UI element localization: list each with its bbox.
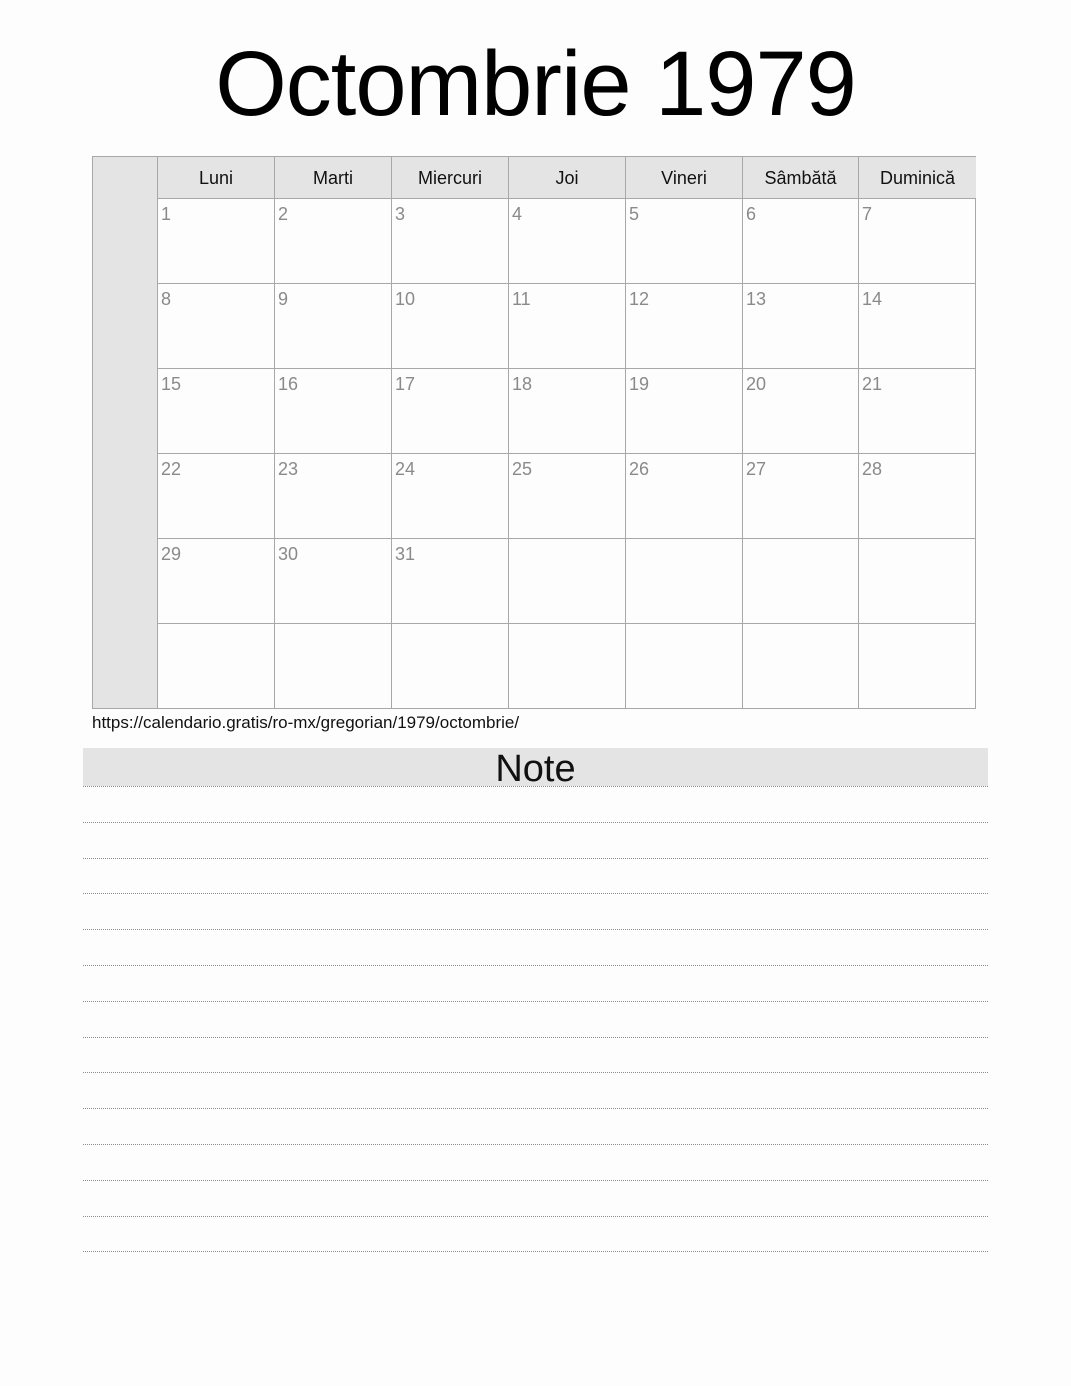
weekday-header-sunday: Duminică — [859, 157, 976, 199]
day-number: 4 — [512, 204, 523, 224]
day-cell — [743, 284, 859, 369]
note-line — [83, 893, 988, 894]
day-number: 30 — [278, 544, 299, 564]
day-number: 7 — [862, 204, 873, 224]
note-line — [83, 1001, 988, 1002]
note-line — [83, 965, 988, 966]
day-number: 28 — [862, 459, 883, 479]
day-number: 19 — [629, 374, 650, 394]
day-cell — [158, 454, 275, 539]
day-number: 26 — [629, 459, 650, 479]
day-cell — [275, 284, 392, 369]
page-title: Octombrie 1979 — [215, 33, 856, 135]
day-cell — [859, 539, 976, 624]
day-number: 29 — [161, 544, 182, 564]
day-number: 3 — [395, 204, 406, 224]
day-cell — [743, 199, 859, 284]
weekday-header-wednesday: Miercuri — [392, 157, 509, 199]
day-cell — [392, 539, 509, 624]
notes-header: Note — [83, 748, 988, 786]
month-calendar — [92, 156, 976, 709]
day-cell — [509, 539, 626, 624]
week-side-column — [93, 157, 158, 708]
weekday-header-saturday: Sâmbătă — [743, 157, 859, 199]
day-cell — [509, 369, 626, 454]
day-cell — [743, 539, 859, 624]
note-line — [83, 786, 988, 787]
day-cell — [626, 624, 743, 709]
day-cell — [275, 369, 392, 454]
day-number: 21 — [862, 374, 883, 394]
day-cell — [392, 199, 509, 284]
note-line — [83, 1108, 988, 1109]
day-cell — [743, 369, 859, 454]
day-cell — [275, 454, 392, 539]
day-number: 17 — [395, 374, 416, 394]
day-cell — [392, 284, 509, 369]
day-number: 6 — [746, 204, 757, 224]
day-number: 2 — [278, 204, 289, 224]
day-cell — [158, 284, 275, 369]
day-cell — [626, 369, 743, 454]
source-url: https://calendario.gratis/ro-mx/gregorian/1979/octombrie/ — [92, 713, 520, 732]
day-number: 10 — [395, 289, 416, 309]
day-number: 25 — [512, 459, 533, 479]
day-cell — [743, 624, 859, 709]
day-cell — [626, 454, 743, 539]
note-line — [83, 1216, 988, 1217]
day-cell — [158, 369, 275, 454]
note-line — [83, 1072, 988, 1073]
weekday-header-monday: Luni — [158, 157, 275, 199]
day-number: 23 — [278, 459, 299, 479]
day-number: 11 — [512, 289, 531, 309]
note-line — [83, 1037, 988, 1038]
calendar-grid — [158, 157, 975, 708]
day-cell — [392, 454, 509, 539]
day-number: 16 — [278, 374, 299, 394]
weekday-header-tuesday: Marti — [275, 157, 392, 199]
day-cell — [509, 199, 626, 284]
day-cell — [275, 624, 392, 709]
day-cell — [626, 199, 743, 284]
day-number: 13 — [746, 289, 767, 309]
day-number: 1 — [161, 204, 172, 224]
note-line — [83, 1180, 988, 1181]
day-cell — [275, 199, 392, 284]
weekday-header-friday: Vineri — [626, 157, 743, 199]
day-cell — [743, 454, 859, 539]
day-number: 27 — [746, 459, 767, 479]
day-cell — [626, 284, 743, 369]
weekday-header-thursday: Joi — [509, 157, 626, 199]
day-cell — [392, 369, 509, 454]
day-cell — [859, 624, 976, 709]
day-cell — [509, 624, 626, 709]
note-line — [83, 929, 988, 930]
note-line — [83, 1144, 988, 1145]
day-cell — [509, 454, 626, 539]
day-cell — [859, 284, 976, 369]
day-cell — [158, 624, 275, 709]
day-number: 9 — [278, 289, 289, 309]
day-cell — [158, 199, 275, 284]
note-line — [83, 822, 988, 823]
day-number: 5 — [629, 204, 640, 224]
day-number: 31 — [395, 544, 416, 564]
day-number: 12 — [629, 289, 650, 309]
day-number: 22 — [161, 459, 182, 479]
note-line — [83, 858, 988, 859]
day-cell — [626, 539, 743, 624]
day-cell — [158, 539, 275, 624]
day-cell — [275, 539, 392, 624]
day-number: 15 — [161, 374, 182, 394]
day-cell — [859, 369, 976, 454]
note-line — [83, 1251, 988, 1252]
day-number: 18 — [512, 374, 533, 394]
day-number: 24 — [395, 459, 416, 479]
day-cell — [509, 284, 626, 369]
day-number: 8 — [161, 289, 172, 309]
day-number: 14 — [862, 289, 883, 309]
day-cell — [859, 199, 976, 284]
day-cell — [392, 624, 509, 709]
day-number: 20 — [746, 374, 767, 394]
day-cell — [859, 454, 976, 539]
